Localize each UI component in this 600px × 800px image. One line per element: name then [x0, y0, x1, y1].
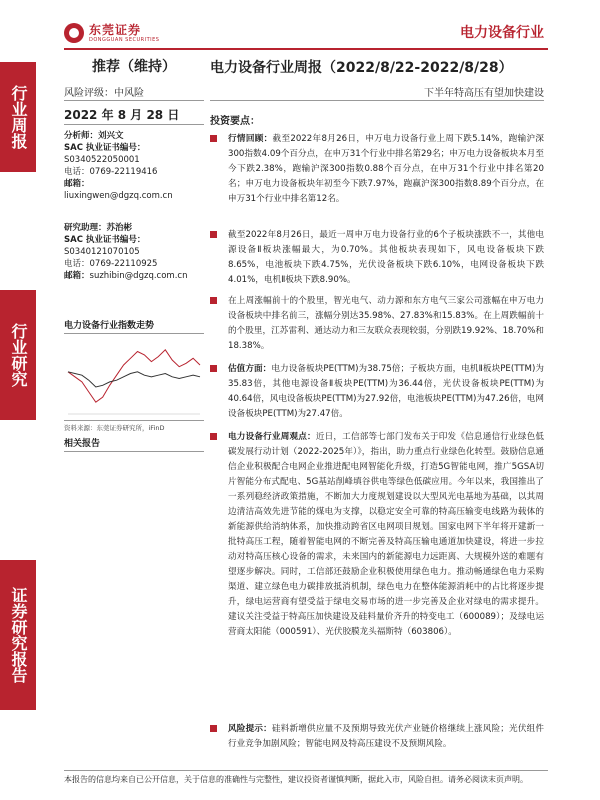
paragraph-stocks — [210, 294, 544, 354]
key-points-title: 投资要点： — [210, 116, 260, 127]
bullet-icon — [210, 297, 217, 304]
paragraph-text: 电力设备板块PE(TTM)为38.75倍；子板块方面，电机Ⅱ板块PE(TTM)为35.83倍，其他电源设备Ⅱ板块PE(TTM)为36.44倍，光伏设备板块PE(TTM)为40.64倍，风电设备板块PE(TTM)为27.92倍，电池板块PE(TTM)为47.26倍，电网设备板块PE(TTM)为27.47倍。 — [228, 364, 544, 419]
side-tab-research-label: 行业研究 — [9, 323, 28, 387]
paragraph-sub-sectors — [210, 228, 544, 288]
paragraph-text: 截至2022年8月26日，最近一周申万电力设备行业的6个子板块涨跌不一，其他电源设备Ⅱ板块涨幅最大，为0.70%。其他板块表现如下，风电设备板块下跌8.65%，电池板块下跌4.75%，光伏设备板块下跌6.10%，电网设备板块下跌4.01%，电机Ⅱ板块下跌8.90%。 — [228, 230, 544, 285]
assistant-email-label: 邮箱： — [64, 271, 90, 281]
footer-disclaimer: 本报告的信息均来自已公开信息，关于信息的准确性与完整性，建议投资者谨慎判断，据此入市，风险自担。请务必阅读末页声明。 — [64, 775, 528, 784]
bullet-icon — [210, 365, 217, 372]
bullet-icon — [210, 135, 217, 142]
bullet-icon — [210, 231, 217, 238]
chart-series-line-0 — [68, 350, 200, 402]
logo-text-cn: 东莞证券 — [89, 23, 142, 37]
paragraph-text: 在上周涨幅前十的个股里，智光电气、动力源和东方电气三家公司涨幅在申万电力设备板块中排名前三，涨幅分别达35.98%、27.83%和15.83%。在上周跌幅前十的个股里，江苏雷利、通达动力和三友联众表现较弱，分别跌19.92%、18.70%和18.38%。 — [228, 296, 544, 351]
index-trend-chart — [64, 334, 204, 418]
side-tab-weekly — [0, 62, 36, 172]
assistant-block — [64, 222, 204, 282]
paragraph-valuation — [210, 362, 544, 422]
divider — [64, 100, 204, 101]
assistant-cert: S0340121070105 — [64, 247, 140, 257]
paragraph-weekly-view — [210, 430, 544, 640]
chart-source: 资料来源：东莞证券研究所，iFinD — [64, 420, 204, 432]
paragraph-lead: 估值方面： — [228, 364, 272, 374]
company-logo — [64, 18, 159, 48]
paragraph-text: 近日，工信部等七部门发布关于印发《信息通信行业绿色低碳发展行动计划（2022-2025年）》，指出，助力重点行业绿色化转型。鼓励信息通信企业积极配合电网企业推进配电网智能化升级，打造5G智能电网，推广5GSA切片智能分布式配电、5G基站削峰填谷供电等绿色低碳应用。今年以来，我国推出了一系列稳经济政策措施，不断加大力度规划建设以大型风光电基地为基础，以其周边清洁高效先进节能的煤电为支撑，以稳定安全可靠的特高压输变电线路为载体的新能源供给消纳体系，加快推动跨省区电网项目规划。国家电网下半年将开建新一批特高压工程，随着智能电网的不断完善及特高压输电通道加快建设，将进一步拉动对特高压核心设备的需求，未来国内的新能源电力远距离、大规模外送的难题有望逐步解决。同时，工信部还鼓励企业积极使用绿色电力。推动畅通绿色电力采购渠道、建立绿色电力碳排放抵消机制，绿色电力在整体能源消耗中的占比将逐步提升，绿电运营商有望受益于绿电交易市场的进一步完善及企业对绿电的需求提升。建议关注受益于特高压加快建设及硅料量价齐升的特变电工（600089）；及绿电运营商太阳能（000591）、光伏胶膜龙头福斯特（603806）。 — [228, 432, 544, 637]
side-tab-report — [0, 560, 36, 710]
assistant-name: 研究助理：苏治彬 — [64, 223, 133, 233]
chart-title: 电力设备行业指数走势 — [64, 318, 204, 334]
side-tab-research — [0, 290, 36, 420]
assistant-email[interactable]: suzhibin@dgzq.com.cn — [89, 271, 188, 281]
paragraph-text: 截至2022年8月26日，申万电力设备行业上周下跌5.14%，跑输沪深300指数4.09个百分点，在申万31个行业中排名第29名；申万电力设备板块本月至今下跌2.38%，跑输沪深300指数0.88个百分点，在申万31个行业中排名第20名；申万电力设备板块年初至今下跌7.97%，跑赢沪深300指数8.89个百分点，在申万31个行业中排名第12名。 — [228, 134, 544, 204]
divider — [210, 100, 544, 101]
analyst-cert-label: SAC 执业证书编号： — [64, 143, 146, 153]
report-date: 2022 年 8 月 28 日 — [64, 108, 180, 122]
side-tab-report-label: 证券研究报告 — [9, 587, 28, 683]
assistant-phone: 电话：0769-22110925 — [64, 259, 158, 269]
related-reports-title: 相关报告 — [64, 436, 204, 452]
assistant-cert-label: SAC 执业证书编号： — [64, 235, 146, 245]
paragraph-lead: 电力设备行业周观点： — [228, 432, 316, 442]
report-title: 电力设备行业周报（2022/8/22-2022/8/28） — [210, 60, 513, 76]
divider — [64, 124, 204, 125]
side-tab-weekly-label: 行业周报 — [9, 85, 28, 149]
report-subtitle: 下半年特高压有望加快建设 — [424, 88, 544, 99]
paragraph-lead: 行情回顾： — [228, 134, 273, 144]
analyst-email[interactable]: liuxingwen@dgzq.com.cn — [64, 191, 173, 201]
risk-rating: 风险评级：中风险 — [64, 88, 144, 99]
analyst-block — [64, 130, 204, 202]
paragraph-risk — [210, 722, 544, 752]
analyst-email-label: 邮箱： — [64, 179, 90, 189]
analyst-phone: 电话：0769-22119416 — [64, 167, 158, 177]
logo-icon — [64, 23, 84, 43]
paragraph-text: 硅料新增供应量不及预期导致光伏产业链价格继续上涨风险；光伏组件行业竞争加剧风险；智能电网及特高压建设不及预期风险。 — [228, 724, 544, 749]
paragraph-market-review — [210, 132, 544, 207]
industry-label: 电力设备行业 — [460, 25, 544, 41]
logo-text-en: DONGGUAN SECURITIES — [89, 37, 160, 43]
analyst-cert: S0340522050001 — [64, 155, 140, 165]
bullet-icon — [210, 725, 217, 732]
footer-rule — [64, 770, 548, 771]
bullet-icon — [210, 433, 217, 440]
analyst-name: 分析师：刘兴文 — [64, 131, 124, 141]
header-rule — [64, 48, 548, 50]
rating: 推荐（维持） — [92, 59, 176, 75]
paragraph-lead: 风险提示： — [228, 724, 272, 734]
chart-series-line-1 — [68, 372, 200, 387]
